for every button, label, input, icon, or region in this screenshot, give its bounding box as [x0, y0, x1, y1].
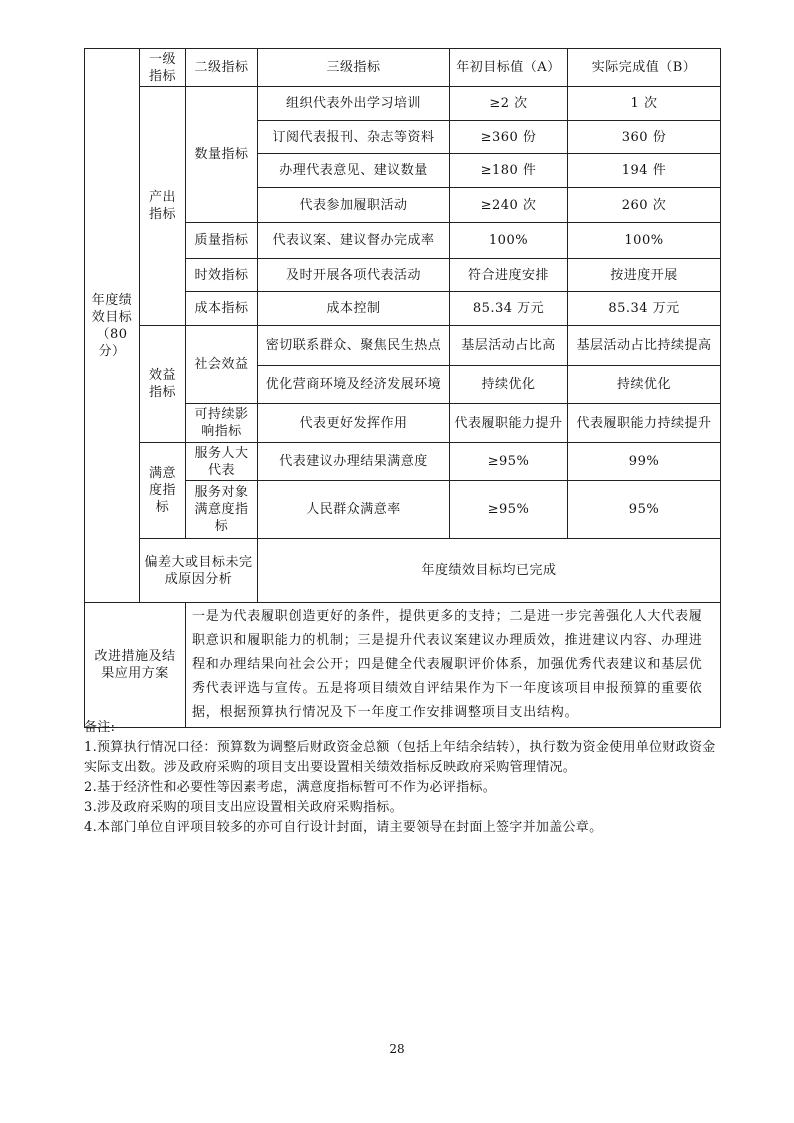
deviation-row — [85, 539, 721, 603]
indicator-target: 代表履职能力提升 — [450, 404, 568, 443]
indicator-target: 100% — [450, 223, 568, 259]
notes-section — [84, 718, 724, 838]
header-level1: 一级指标 — [140, 49, 186, 87]
improvement-text: 一是为代表履职创造更好的条件，提供更多的支持；二是进一步完善强化人大代表履职意识和履职能力的机制；三是提升代表议案建议办理质效，推进建议内容、办理进程和办理结果向社会公开；四是健全代表履职评价体系，加强优秀代表建议和基层优秀代表评选与宣传。五是将项目绩效自评结果作为下一年度该项目申报预算的重要依据，根据预算执行情况及下一年度工作安排调整项目支出结构。 — [186, 603, 721, 728]
satisfaction-sub-cell: 服务人大代表 — [186, 443, 258, 481]
indicator-actual: 1 次 — [568, 87, 721, 121]
deviation-text: 年度绩效目标均已完成 — [258, 539, 721, 603]
note-item: 3.涉及政府采购的项目支出应设置相关政府采购指标。 — [84, 800, 403, 815]
indicator-target: ≥240 次 — [450, 188, 568, 223]
indicator-name: 及时开展各项代表活动 — [258, 259, 450, 292]
performance-table — [84, 48, 721, 728]
indicator-name: 密切联系群众、聚焦民生热点 — [258, 326, 450, 366]
improvement-row — [85, 603, 721, 728]
indicator-target: ≥360 份 — [450, 121, 568, 154]
indicator-actual: 持续优化 — [568, 366, 721, 404]
notes-title: 备注: — [84, 720, 116, 735]
indicator-target: ≥2 次 — [450, 87, 568, 121]
table-row — [85, 326, 721, 366]
table-row — [85, 443, 721, 481]
header-level2: 二级指标 — [186, 49, 258, 87]
indicator-target: 持续优化 — [450, 366, 568, 404]
cost-indicator-cell: 成本指标 — [186, 292, 258, 326]
table-header-row — [85, 49, 721, 87]
indicator-name: 人民群众满意率 — [258, 481, 450, 539]
deviation-label: 偏差大或目标未完成原因分析 — [140, 539, 258, 603]
output-indicator-cell: 产出指标 — [140, 87, 186, 326]
benefit-indicator-cell: 效益指标 — [140, 326, 186, 443]
indicator-actual: 360 份 — [568, 121, 721, 154]
quality-indicator-cell: 质量指标 — [186, 223, 258, 259]
indicator-actual: 95% — [568, 481, 721, 539]
indicator-name: 组织代表外出学习培训 — [258, 87, 450, 121]
indicator-actual: 99% — [568, 443, 721, 481]
indicator-actual: 按进度开展 — [568, 259, 721, 292]
indicator-name: 订阅代表报刊、杂志等资料 — [258, 121, 450, 154]
indicator-actual: 基层活动占比持续提高 — [568, 326, 721, 366]
satisfaction-indicator-cell: 满意度指标 — [140, 443, 186, 539]
indicator-target: ≥95% — [450, 481, 568, 539]
indicator-actual: 100% — [568, 223, 721, 259]
indicator-target: 基层活动占比高 — [450, 326, 568, 366]
note-item: 4.本部门单位自评项目较多的亦可自行设计封面，请主要领导在封面上签字并加盖公章。 — [84, 820, 603, 835]
improvement-label: 改进措施及结果应用方案 — [85, 603, 186, 728]
annual-goal-cell: 年度绩效目标（80分） — [85, 49, 140, 603]
indicator-actual: 代表履职能力持续提升 — [568, 404, 721, 443]
header-level3: 三级指标 — [258, 49, 450, 87]
indicator-target: 符合进度安排 — [450, 259, 568, 292]
indicator-target: ≥95% — [450, 443, 568, 481]
indicator-name: 代表更好发挥作用 — [258, 404, 450, 443]
indicator-target: 85.34 万元 — [450, 292, 568, 326]
page-number: 28 — [389, 1042, 405, 1056]
social-benefit-cell: 社会效益 — [186, 326, 258, 404]
indicator-name: 代表议案、建议督办完成率 — [258, 223, 450, 259]
header-target: 年初目标值（A） — [450, 49, 568, 87]
indicator-name: 成本控制 — [258, 292, 450, 326]
quantity-indicator-cell: 数量指标 — [186, 87, 258, 223]
indicator-actual: 85.34 万元 — [568, 292, 721, 326]
indicator-name: 优化营商环境及经济发展环境 — [258, 366, 450, 404]
sustainability-indicator-cell: 可持续影响指标 — [186, 404, 258, 443]
note-item: 2.基于经济性和必要性等因素考虑，满意度指标暂可不作为必评指标。 — [84, 780, 497, 795]
indicator-actual: 194 件 — [568, 154, 721, 188]
indicator-actual: 260 次 — [568, 188, 721, 223]
indicator-name: 代表参加履职活动 — [258, 188, 450, 223]
note-item: 1.预算执行情况口径：预算数为调整后财政资金总额（包括上年结余结转），执行数为资金使用单位财政资金实际支出数。涉及政府采购的项目支出要设置相关绩效指标反映政府采购管理情况。 — [84, 740, 716, 775]
indicator-name: 办理代表意见、建议数量 — [258, 154, 450, 188]
indicator-target: ≥180 件 — [450, 154, 568, 188]
table-row — [85, 87, 721, 121]
satisfaction-sub-cell: 服务对象满意度指标 — [186, 481, 258, 539]
header-actual: 实际完成值（B） — [568, 49, 721, 87]
timeliness-indicator-cell: 时效指标 — [186, 259, 258, 292]
indicator-name: 代表建议办理结果满意度 — [258, 443, 450, 481]
